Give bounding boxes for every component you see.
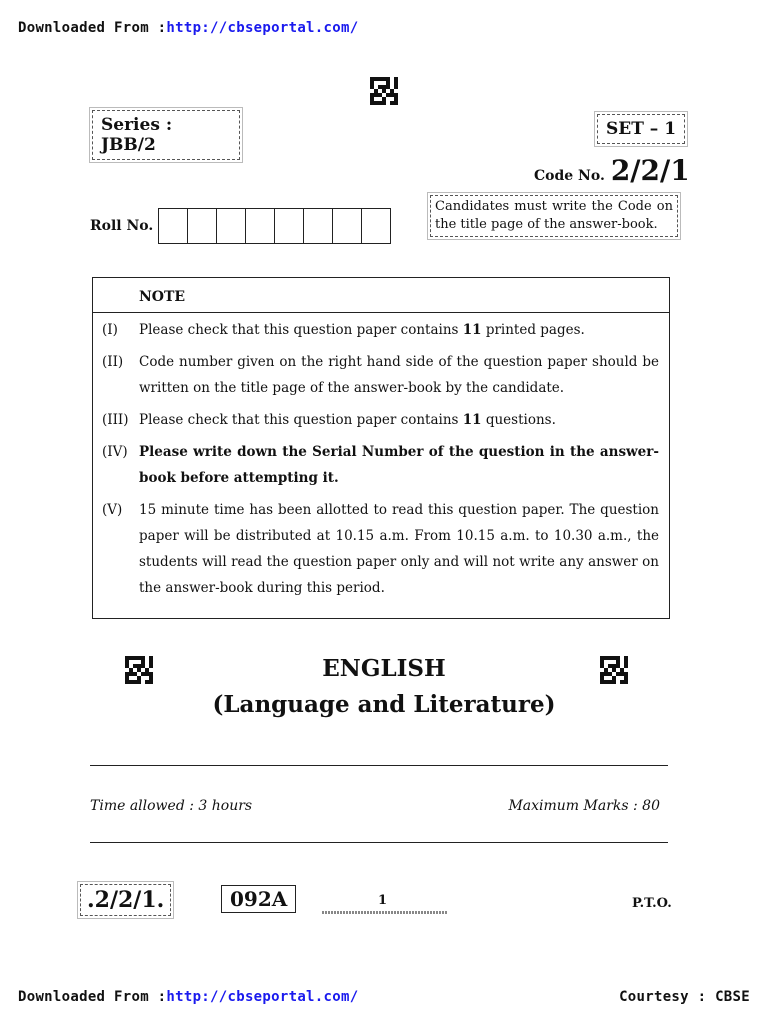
note-item-pre: Code number given on the right hand side of the question paper should be written on the title page of the answer-book by the candidate.: [139, 354, 659, 396]
note-item-text: [139, 497, 659, 601]
page-number: 1: [378, 893, 388, 908]
note-item-text: [139, 349, 659, 401]
note-item-bold: 11: [462, 322, 482, 338]
note-heading: NOTE: [139, 289, 186, 305]
roll-number-cells[interactable]: [158, 208, 391, 244]
set-box: [597, 114, 685, 144]
note-item: [93, 439, 669, 491]
roll-number-cell[interactable]: [362, 209, 390, 243]
note-item: [93, 349, 669, 401]
note-item-post: printed pages.: [481, 322, 585, 338]
series-box: [92, 110, 240, 160]
note-box: [92, 277, 670, 619]
download-source-line: [18, 20, 358, 36]
qr-code-icon: [370, 77, 398, 105]
roll-number-cell[interactable]: [159, 209, 188, 243]
candidates-note-text: Candidates must write the Code on the title page of the answer-book.: [435, 199, 673, 232]
time-allowed: Time allowed : 3 hours: [90, 798, 253, 814]
subject-title: ENGLISH: [322, 655, 446, 682]
paper-code: 092A: [230, 887, 288, 911]
note-header: [93, 278, 669, 313]
footer-code-box: [80, 884, 171, 916]
note-item-text: [139, 317, 659, 343]
note-item-number: (I): [102, 322, 118, 338]
code-number: [534, 154, 690, 187]
cbseportal-link-bottom[interactable]: http://cbseportal.com/: [166, 989, 359, 1005]
note-item-pre: Please check that this question paper contains: [139, 322, 463, 338]
note-item-text: [139, 407, 659, 433]
note-list: [93, 313, 669, 601]
footer-code: .2/2/1.: [87, 887, 165, 913]
roll-number-cell[interactable]: [217, 209, 246, 243]
candidates-note-box: [430, 195, 678, 237]
note-item-pre: 15 minute time has been allotted to read this question paper. The question paper will be distributed at 10.15 a.m. From 10.15 a.m. to 10.30 a.m., the students will read the question paper only and will not write any answer on the answer-book during this period.: [139, 502, 659, 596]
downloaded-from-label: Downloaded From :: [18, 20, 167, 36]
divider-top: [90, 765, 668, 766]
roll-number-cell[interactable]: [304, 209, 333, 243]
roll-number-cell[interactable]: [275, 209, 304, 243]
note-item-pre: Please check that this question paper contains: [139, 412, 463, 428]
note-item-bold: 11: [462, 412, 482, 428]
downloaded-from-label-bottom: Downloaded From :: [18, 989, 167, 1005]
code-number-label: Code No.: [534, 168, 605, 184]
series-label: Series : JBB/2: [101, 115, 173, 155]
note-item-number: (IV): [102, 444, 128, 460]
maximum-marks: Maximum Marks : 80: [508, 798, 660, 814]
note-item: [93, 407, 669, 433]
courtesy-label: Courtesy : CBSE: [619, 989, 750, 1005]
note-item-text: [139, 439, 659, 491]
set-label: SET – 1: [606, 119, 677, 139]
roll-number-cell[interactable]: [188, 209, 217, 243]
roll-number-cell[interactable]: [333, 209, 362, 243]
note-item: [93, 497, 669, 601]
note-item-number: (V): [102, 502, 123, 518]
paper-code-box: [221, 885, 296, 913]
code-number-value: 2/2/1: [610, 154, 690, 187]
note-item-number: (II): [102, 354, 124, 370]
note-item-number: (III): [102, 412, 129, 428]
divider-bottom: [90, 842, 668, 843]
note-item: [93, 317, 669, 343]
pto-label: P.T.O.: [632, 896, 672, 911]
note-item-bold: Please write down the Serial Number of the question in the answer-book before attempting it.: [139, 444, 659, 486]
note-item-post: questions.: [481, 412, 556, 428]
roll-number-cell[interactable]: [246, 209, 275, 243]
roll-number-label: Roll No.: [90, 218, 154, 234]
subject-subtitle: (Language and Literature): [212, 691, 556, 718]
cbseportal-link[interactable]: http://cbseportal.com/: [166, 20, 359, 36]
download-source-line-bottom: [18, 989, 358, 1005]
micro-print-strip: [322, 911, 448, 914]
